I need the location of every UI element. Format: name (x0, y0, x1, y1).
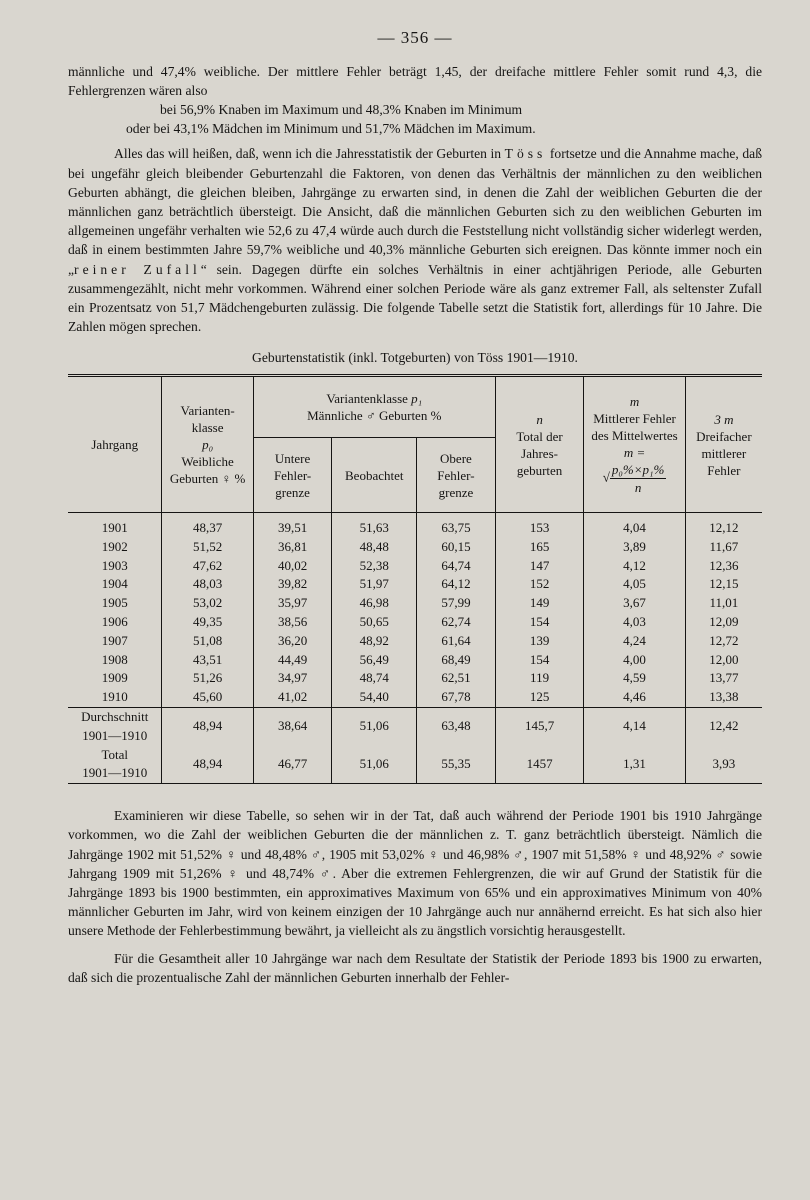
table-row (68, 538, 762, 557)
cell-year: 1904 (101, 576, 128, 592)
summary-label-line2: 1901—1910 (82, 727, 148, 743)
cell-p0: 51,08 (162, 632, 253, 651)
cell-m3: 12,15 (685, 575, 762, 594)
paragraph-annahme (68, 144, 762, 336)
formula-numerator: p₀%×p₁% (611, 462, 665, 478)
cell-n: 147 (495, 557, 584, 576)
cell-obs: 51,97 (332, 575, 417, 594)
col-p0 (162, 376, 253, 513)
cell-lower: 36,20 (253, 632, 332, 651)
table-row (68, 613, 762, 632)
cell-m3: 12,12 (685, 519, 762, 538)
cell-summary-m: 1,31 (584, 746, 685, 784)
cell-year: 1907 (101, 632, 128, 648)
cell-m: 4,00 (584, 651, 685, 670)
limit-line-boys: bei 56,9% Knaben im Maximum und 48,3% Knaben im Minimum (160, 102, 523, 118)
cell-m: 4,24 (584, 632, 685, 651)
cell-upper: 64,74 (417, 557, 496, 576)
summary-label-line2: 1901—1910 (82, 765, 148, 781)
cell-lower: 36,81 (253, 538, 332, 557)
cell-m: 3,67 (584, 594, 685, 613)
paragraph-annahme-part3: “ sein. Dagegen dürfte ein solches Verhältnis in einer achtjährigen Periode, alle Geburten zusammengezählt, nicht mehr vorkommen. Während einer solchen Periode wäre als ganz extremer Fall, als seltenster Zufall ein Prozentsatz von 51,7 Mädchengeburten zulässig. Die folgende Tabelle setzt die Statistik fort, allerdings für 10 Jahre. Die Zahlen mögen sprechen. (68, 261, 762, 335)
cell-p0: 51,26 (162, 669, 253, 688)
cell-lower: 38,56 (253, 613, 332, 632)
table-row (68, 651, 762, 670)
cell-p0: 49,35 (162, 613, 253, 632)
cell-n: 125 (495, 688, 584, 707)
col-n-symbol: n (536, 411, 543, 427)
cell-m: 4,12 (584, 557, 685, 576)
summary-label-line1: Durchschnitt (81, 708, 149, 724)
cell-m3: 11,01 (685, 594, 762, 613)
cell-lower: 39,82 (253, 575, 332, 594)
cell-obs: 50,65 (332, 613, 417, 632)
cell-summary-obs: 51,06 (332, 707, 417, 745)
col-n (495, 376, 584, 513)
cell-year: 1909 (101, 670, 128, 686)
cell-summary-label (68, 746, 162, 784)
cell-m3: 12,72 (685, 632, 762, 651)
cell-summary-n: 145,7 (495, 707, 584, 745)
col-jahrgang: Jahrgang (68, 376, 162, 513)
table-row (68, 575, 762, 594)
col-m-desc: Mittlerer Fehler des Mittelwertes (591, 411, 678, 444)
cell-n: 165 (495, 538, 584, 557)
cell-m3: 12,09 (685, 613, 762, 632)
cell-p0: 51,52 (162, 538, 253, 557)
place-name-spaced: Töss (504, 146, 547, 162)
col-beobachtet: Beobachtet (332, 438, 417, 513)
cell-upper: 62,74 (417, 613, 496, 632)
col-p1-desc: Männliche ♂ Geburten % (307, 408, 442, 424)
cell-n: 153 (495, 519, 584, 538)
col-p0-label: Varianten-klasse (180, 403, 235, 436)
col-m (584, 376, 685, 513)
formula-denominator: n (634, 480, 642, 496)
table-row (68, 519, 762, 538)
cell-n: 154 (495, 651, 584, 670)
col-untere: Untere Fehler-grenze (253, 438, 332, 513)
intro-paragraph: männliche und 47,4% weibliche. Der mittlere Fehler beträgt 1,45, der dreifache mittlere Fehler somit rund 4,3, die Fehlergrenzen wären also (68, 64, 762, 99)
cell-m3: 13,77 (685, 669, 762, 688)
paragraph-gesamtheit: Für die Gesamtheit aller 10 Jahrgänge war nach dem Resultate der Statistik der Periode 1893 bis 1900 zu erwarten, daß sich die prozentualische Zahl der männlichen Geburten innerhalb der Fehler- (68, 950, 762, 985)
cell-n: 119 (495, 669, 584, 688)
col-m-symbol: m (629, 394, 640, 410)
cell-m: 4,03 (584, 613, 685, 632)
cell-n: 154 (495, 613, 584, 632)
cell-year: 1903 (101, 557, 128, 573)
cell-p0: 47,62 (162, 557, 253, 576)
col-n-desc: Total der Jahres-geburten (516, 428, 563, 478)
cell-n: 139 (495, 632, 584, 651)
cell-p0: 48,03 (162, 575, 253, 594)
cell-upper: 57,99 (417, 594, 496, 613)
cell-p0: 45,60 (162, 688, 253, 707)
cell-summary-p0: 48,94 (162, 746, 253, 784)
cell-upper: 60,15 (417, 538, 496, 557)
summary-row (68, 746, 762, 784)
col-p1-label: Variantenklasse p₁ (326, 391, 423, 407)
col-3m (685, 376, 762, 513)
page-number: — 356 — (377, 28, 453, 47)
col-3m-symbol: 3 m (714, 411, 734, 427)
col-m-formula: √ $\frac{\text{p₀\%×p₁\%}}{n}$ (602, 462, 665, 496)
cell-summary-m: 4,14 (584, 707, 685, 745)
cell-lower: 40,02 (253, 557, 332, 576)
table-row (68, 669, 762, 688)
paragraph-annahme-part2: fortsetze und die Annahme mache, daß bei ungefähr gleich bleibender Geburtenzahl die Faktoren, von denen das Verhältnis der männlichen zu den weiblichen Geburten abhängt, die gleichen bleiben, Jahrgänge zu erwarten sind, in denen die Zahl der weiblichen Geburten die der männlichen ganz beträchtlich übersteigt. Die Ansicht, daß die männlichen Geburten sich zu den weiblichen Geburten im allgemeinen ungefähr verhalten wie 52,6 zu 47,4 würde auch durch die Feststellung nicht vollständig sicher widerlegt werden, daß in einem bestimmten Jahre 59,7% weibliche und 40,3% männliche Geburten sich ereignen. Das könnte immer noch ein „ (68, 146, 763, 277)
col-p0-desc: Weibliche Geburten ♀ % (169, 454, 246, 487)
cell-lower: 39,51 (253, 519, 332, 538)
table-row (68, 557, 762, 576)
limit-line-girls: oder bei 43,1% Mädchen im Minimum und 51,7% Mädchen im Maximum. (126, 121, 536, 137)
cell-lower: 34,97 (253, 669, 332, 688)
cell-summary-upper: 55,35 (417, 746, 496, 784)
cell-upper: 64,12 (417, 575, 496, 594)
paragraph-examinieren: Examinieren wir diese Tabelle, so sehen wir in der Tat, daß auch während der Periode 1901 bis 1910 Jahrgänge vorkommen, wo die Zahl der weiblichen Geburten die der männlichen z. T. ganz beträchtlich übersteigt. Nämlich die Jahrgänge 1902 mit 51,52% ♀ und 48,48% ♂, 1905 mit 53,02% ♀ und 46,98% ♂, 1907 mit 51,58% ♀ und 48,92% ♂ sowie Jahrgang 1909 mit 51,26% ♀ und 48,74% ♂. Aber die extremen Fehlergrenzen, die wir auf Grund der Statistik für die Jahrgänge 1893 bis 1900 bestimmten, ein approximatives Maximum von 65% und ein approximatives Minimum von 40% männlicher Geburten im Jahr, wird von keinem einzigen der 10 Jahrgänge auch nur annähernd erreicht. Es hat sich also hier unsere Methode der Fehlerbestimmung bewährt, ja vielleicht als zu ängstlich vorsichtig herausgestellt. (68, 808, 762, 939)
cell-n: 152 (495, 575, 584, 594)
cell-m: 4,04 (584, 519, 685, 538)
summary-label-line1: Total (101, 746, 128, 762)
cell-lower: 44,49 (253, 651, 332, 670)
cell-n: 149 (495, 594, 584, 613)
cell-p0: 43,51 (162, 651, 253, 670)
col-obere: Obere Fehler-grenze (417, 438, 496, 513)
cell-m3: 13,38 (685, 688, 762, 707)
paragraph-annahme-part1: Alles das will heißen, daß, wenn ich die Jahresstatistik der Geburten in (114, 146, 505, 162)
cell-lower: 41,02 (253, 688, 332, 707)
col-m-equation: m = (623, 445, 646, 461)
cell-m: 4,59 (584, 669, 685, 688)
cell-obs: 54,40 (332, 688, 417, 707)
cell-obs: 56,49 (332, 651, 417, 670)
col-p1-symbol: p₁ (411, 391, 423, 407)
cell-obs: 46,98 (332, 594, 417, 613)
birth-statistics-table (68, 374, 762, 784)
cell-summary-upper: 63,48 (417, 707, 496, 745)
cell-year: 1908 (101, 651, 128, 667)
reiner-zufall-spaced: reiner Zufall (74, 261, 201, 277)
cell-p0: 53,02 (162, 594, 253, 613)
cell-year: 1905 (101, 595, 128, 611)
cell-obs: 48,48 (332, 538, 417, 557)
table-row (68, 688, 762, 707)
cell-summary-m3: 12,42 (685, 707, 762, 745)
cell-summary-lower: 46,77 (253, 746, 332, 784)
cell-year: 1910 (101, 689, 128, 705)
table-row (68, 632, 762, 651)
cell-m3: 12,00 (685, 651, 762, 670)
cell-p0: 48,37 (162, 519, 253, 538)
cell-year: 1901 (101, 519, 128, 535)
table-caption: Geburtenstatistik (inkl. Totgeburten) von Töss 1901—1910. (252, 350, 578, 366)
cell-m: 4,46 (584, 688, 685, 707)
cell-obs: 51,63 (332, 519, 417, 538)
table-row (68, 594, 762, 613)
summary-row (68, 707, 762, 745)
cell-summary-m3: 3,93 (685, 746, 762, 784)
cell-upper: 68,49 (417, 651, 496, 670)
col-group-p1 (253, 376, 495, 438)
cell-m: 3,89 (584, 538, 685, 557)
cell-m: 4,05 (584, 575, 685, 594)
cell-lower: 35,97 (253, 594, 332, 613)
cell-year: 1906 (101, 613, 128, 629)
cell-summary-obs: 51,06 (332, 746, 417, 784)
cell-summary-n: 1457 (495, 746, 584, 784)
cell-summary-p0: 48,94 (162, 707, 253, 745)
cell-obs: 48,92 (332, 632, 417, 651)
cell-summary-label (68, 707, 162, 745)
cell-upper: 67,78 (417, 688, 496, 707)
cell-upper: 61,64 (417, 632, 496, 651)
cell-upper: 63,75 (417, 519, 496, 538)
cell-obs: 48,74 (332, 669, 417, 688)
col-3m-desc: Dreifacher mittlerer Fehler (696, 428, 752, 478)
cell-upper: 62,51 (417, 669, 496, 688)
cell-m3: 11,67 (685, 538, 762, 557)
cell-obs: 52,38 (332, 557, 417, 576)
cell-year: 1902 (101, 538, 128, 554)
col-p0-symbol: p₀ (202, 437, 214, 453)
cell-m3: 12,36 (685, 557, 762, 576)
cell-summary-lower: 38,64 (253, 707, 332, 745)
